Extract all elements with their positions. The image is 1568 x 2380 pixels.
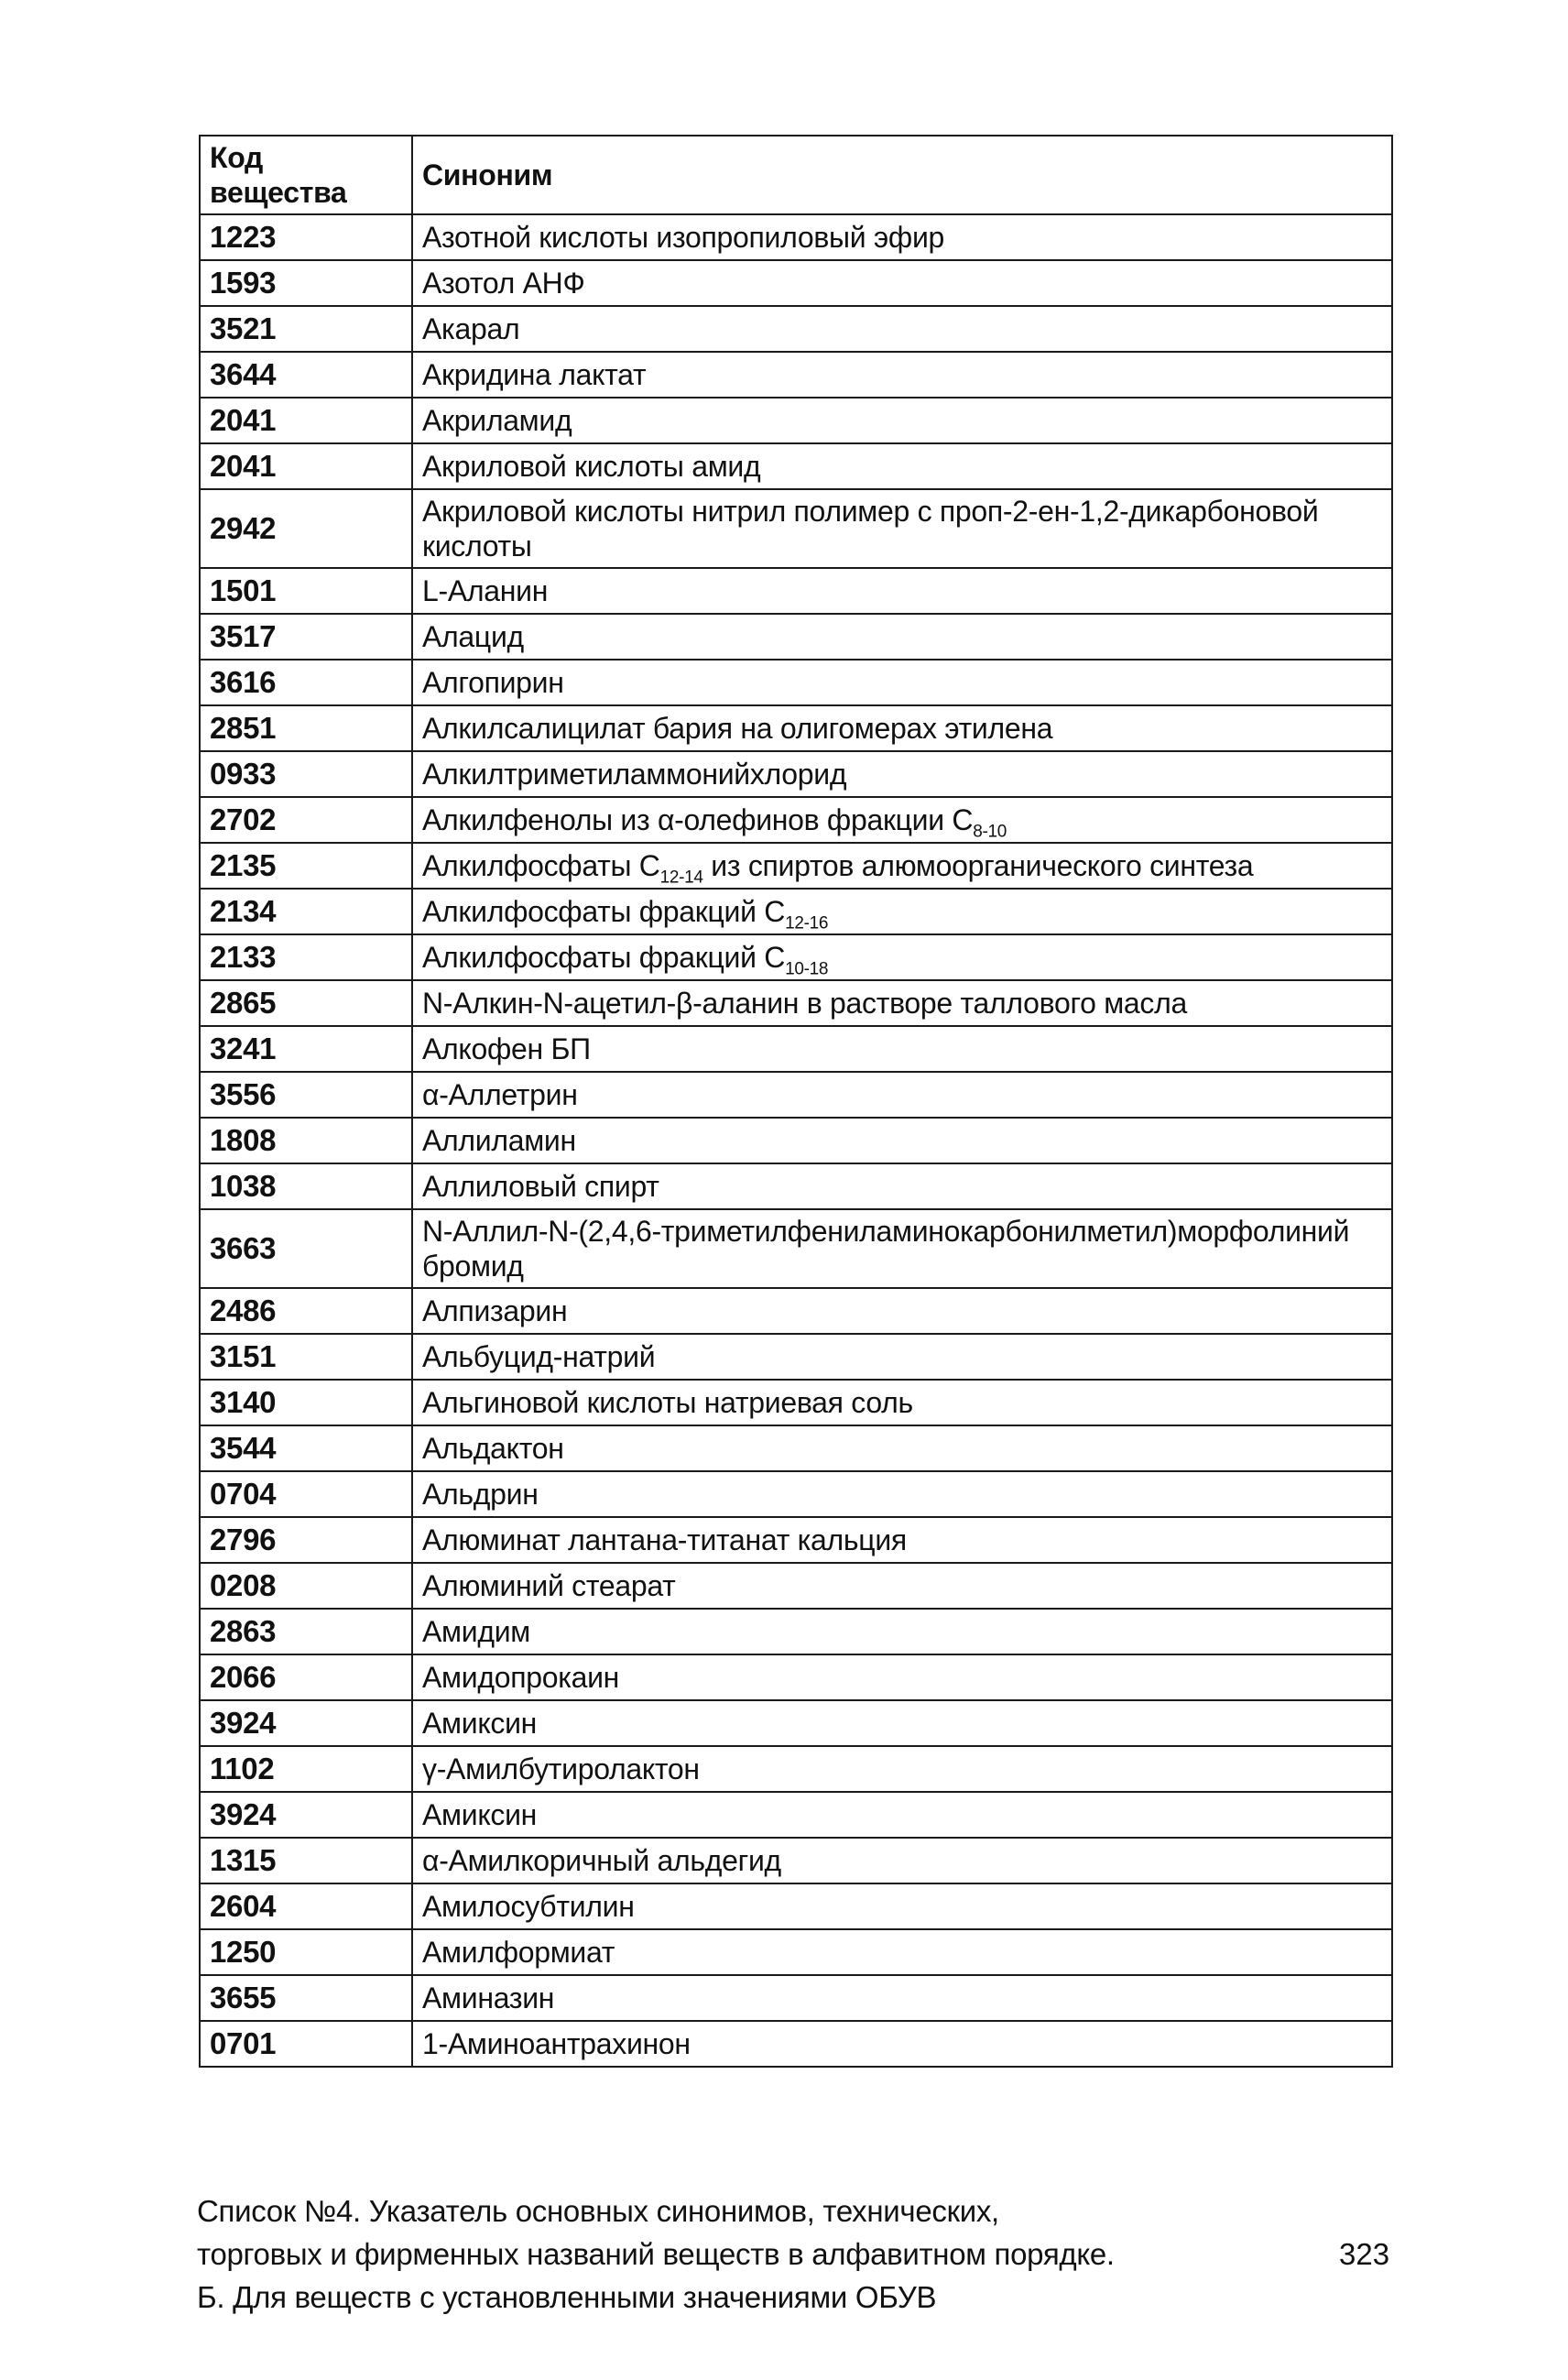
substance-code-cell: 2041 [200, 398, 412, 443]
synonym-cell: γ-Амилбутиролактон [412, 1746, 1392, 1792]
substance-code-cell: 2486 [200, 1288, 412, 1334]
table-row [200, 1929, 1392, 1975]
table-row [200, 1288, 1392, 1334]
synonym-text: Алкилфосфаты фракций С [422, 895, 786, 928]
substance-code-cell: 2865 [200, 980, 412, 1026]
table-row [200, 797, 1392, 843]
synonym-cell: Амиксин [412, 1792, 1392, 1838]
table-row [200, 2021, 1392, 2067]
table-row [200, 1883, 1392, 1929]
synonym-cell: 1-Аминоантрахинон [412, 2021, 1392, 2067]
synonym-cell: α-Аллетрин [412, 1072, 1392, 1118]
table-row [200, 1026, 1392, 1072]
synonym-cell [412, 797, 1392, 843]
table-row [200, 705, 1392, 751]
carbon-range-subscript: 10-18 [785, 959, 829, 979]
synonym-cell: Алкофен БП [412, 1026, 1392, 1072]
substance-code-cell: 2041 [200, 443, 412, 489]
synonym-cell: N-Аллил-N-(2,4,6-триметилфениламинокарбонилметил)морфолиний бромид [412, 1209, 1392, 1288]
table-row [200, 843, 1392, 889]
synonym-text: Алкилфенолы из α-олефинов фракции С [422, 803, 974, 836]
substance-code-cell: 3544 [200, 1425, 412, 1471]
synonym-cell: Альгиновой кислоты натриевая соль [412, 1380, 1392, 1425]
table-row [200, 1118, 1392, 1163]
synonym-column-header: Синоним [412, 136, 1392, 214]
substance-code-cell: 2134 [200, 889, 412, 934]
table-row [200, 1746, 1392, 1792]
table-row [200, 306, 1392, 352]
table-row [200, 889, 1392, 934]
substance-code-cell: 2942 [200, 489, 412, 568]
table-row [200, 489, 1392, 568]
table-row [200, 260, 1392, 306]
table-row [200, 1654, 1392, 1700]
synonym-cell: Альдрин [412, 1471, 1392, 1517]
carbon-range-subscript: 8-10 [973, 822, 1007, 842]
substance-code-cell: 1808 [200, 1118, 412, 1163]
table-row [200, 1380, 1392, 1425]
table-row [200, 1563, 1392, 1609]
table-row [200, 1072, 1392, 1118]
substance-code-cell: 3924 [200, 1700, 412, 1746]
substance-code-cell: 3924 [200, 1792, 412, 1838]
substance-code-cell: 1593 [200, 260, 412, 306]
substance-code-cell: 3616 [200, 660, 412, 705]
code-column-header: Код вещества [200, 136, 412, 214]
table-row [200, 614, 1392, 660]
substance-code-cell: 2863 [200, 1609, 412, 1654]
substance-code-cell: 3644 [200, 352, 412, 398]
table-row [200, 1425, 1392, 1471]
page-number: 323 [1339, 2237, 1390, 2271]
synonym-cell: Алгопирин [412, 660, 1392, 705]
substance-code-cell: 1038 [200, 1163, 412, 1209]
synonym-cell: Аллиламин [412, 1118, 1392, 1163]
table-row [200, 1517, 1392, 1563]
table-body [200, 214, 1392, 2067]
table-row [200, 443, 1392, 489]
table-row [200, 568, 1392, 614]
table-row [200, 980, 1392, 1026]
synonym-cell: Азотол АНФ [412, 260, 1392, 306]
substance-code-cell: 2702 [200, 797, 412, 843]
table-row [200, 660, 1392, 705]
table-header-row [200, 136, 1392, 214]
substance-code-cell: 2796 [200, 1517, 412, 1563]
substance-code-cell: 0701 [200, 2021, 412, 2067]
substance-code-cell: 2133 [200, 934, 412, 980]
table-row [200, 1334, 1392, 1380]
synonym-cell: Алацид [412, 614, 1392, 660]
substance-code-cell: 3663 [200, 1209, 412, 1288]
synonym-cell: Акриловой кислоты амид [412, 443, 1392, 489]
caption-line-1: Список №4. Указатель основных синонимов, технических, [197, 2194, 999, 2228]
substance-code-cell: 3241 [200, 1026, 412, 1072]
synonym-cell: Алкилтриметиламмонийхлорид [412, 751, 1392, 797]
substance-code-cell: 0933 [200, 751, 412, 797]
synonym-text-continued: из спиртов алюмоорганического синтеза [702, 849, 1254, 882]
synonym-cell [412, 843, 1392, 889]
synonym-cell [412, 934, 1392, 980]
table-row [200, 1700, 1392, 1746]
synonym-cell: α-Амилкоричный альдегид [412, 1838, 1392, 1883]
substance-code-cell: 2604 [200, 1883, 412, 1929]
synonym-cell: Акриловой кислоты нитрил полимер с проп-2-ен-1,2-дикарбоновой кислоты [412, 489, 1392, 568]
substance-code-cell: 1223 [200, 214, 412, 260]
substance-code-cell: 3151 [200, 1334, 412, 1380]
table-row [200, 1792, 1392, 1838]
substance-code-cell: 2135 [200, 843, 412, 889]
substance-code-cell: 2851 [200, 705, 412, 751]
synonym-cell: Алюминат лантана-титанат кальция [412, 1517, 1392, 1563]
synonym-cell: Амидопрокаин [412, 1654, 1392, 1700]
substance-code-cell: 3521 [200, 306, 412, 352]
synonym-cell: Азотной кислоты изопропиловый эфир [412, 214, 1392, 260]
substance-code-cell: 3556 [200, 1072, 412, 1118]
synonym-cell: Акриламид [412, 398, 1392, 443]
table-row [200, 1163, 1392, 1209]
table-row [200, 1609, 1392, 1654]
synonym-cell: Аллиловый спирт [412, 1163, 1392, 1209]
substance-code-cell: 1501 [200, 568, 412, 614]
table-row [200, 214, 1392, 260]
synonym-text: Алкилфосфаты фракций С [422, 941, 786, 974]
synonym-cell: Акарал [412, 306, 1392, 352]
synonym-cell: Амилформиат [412, 1929, 1392, 1975]
synonym-cell: Алюминий стеарат [412, 1563, 1392, 1609]
caption-line-3: Б. Для веществ с установленными значениями ОБУВ [197, 2280, 937, 2314]
substance-code-cell: 3140 [200, 1380, 412, 1425]
substance-code-cell: 1102 [200, 1746, 412, 1792]
substance-code-cell: 0704 [200, 1471, 412, 1517]
synonym-table [199, 135, 1393, 2068]
table-row [200, 1975, 1392, 2021]
caption-line-2: торговых и фирменных названий веществ в алфавитном порядке. [197, 2237, 1115, 2271]
table-row [200, 1471, 1392, 1517]
synonym-cell: Акридина лактат [412, 352, 1392, 398]
synonym-cell: Амилосубтилин [412, 1883, 1392, 1929]
synonym-cell [412, 889, 1392, 934]
table-row [200, 934, 1392, 980]
table-row [200, 1838, 1392, 1883]
table-row [200, 751, 1392, 797]
table-row [200, 1209, 1392, 1288]
carbon-range-subscript: 12-14 [659, 868, 703, 888]
table-row [200, 352, 1392, 398]
carbon-range-subscript: 12-16 [785, 913, 829, 933]
synonym-cell: Амидим [412, 1609, 1392, 1654]
synonym-cell: Алпизарин [412, 1288, 1392, 1334]
synonym-cell: N-Алкин-N-ацетил-β-аланин в растворе таллового масла [412, 980, 1392, 1026]
substance-code-cell: 3517 [200, 614, 412, 660]
synonym-cell: Алкилсалицилат бария на олигомерах этилена [412, 705, 1392, 751]
substance-code-cell: 2066 [200, 1654, 412, 1700]
synonym-cell: Аминазин [412, 1975, 1392, 2021]
substance-code-cell: 1250 [200, 1929, 412, 1975]
synonym-cell: L-Аланин [412, 568, 1392, 614]
table-row [200, 398, 1392, 443]
substance-code-cell: 1315 [200, 1838, 412, 1883]
page-caption [197, 2189, 1115, 2319]
synonym-cell: Альдактон [412, 1425, 1392, 1471]
synonym-cell: Альбуцид-натрий [412, 1334, 1392, 1380]
synonym-text: Алкилфосфаты С [422, 849, 660, 882]
synonym-cell: Амиксин [412, 1700, 1392, 1746]
substance-code-cell: 3655 [200, 1975, 412, 2021]
substance-code-cell: 0208 [200, 1563, 412, 1609]
